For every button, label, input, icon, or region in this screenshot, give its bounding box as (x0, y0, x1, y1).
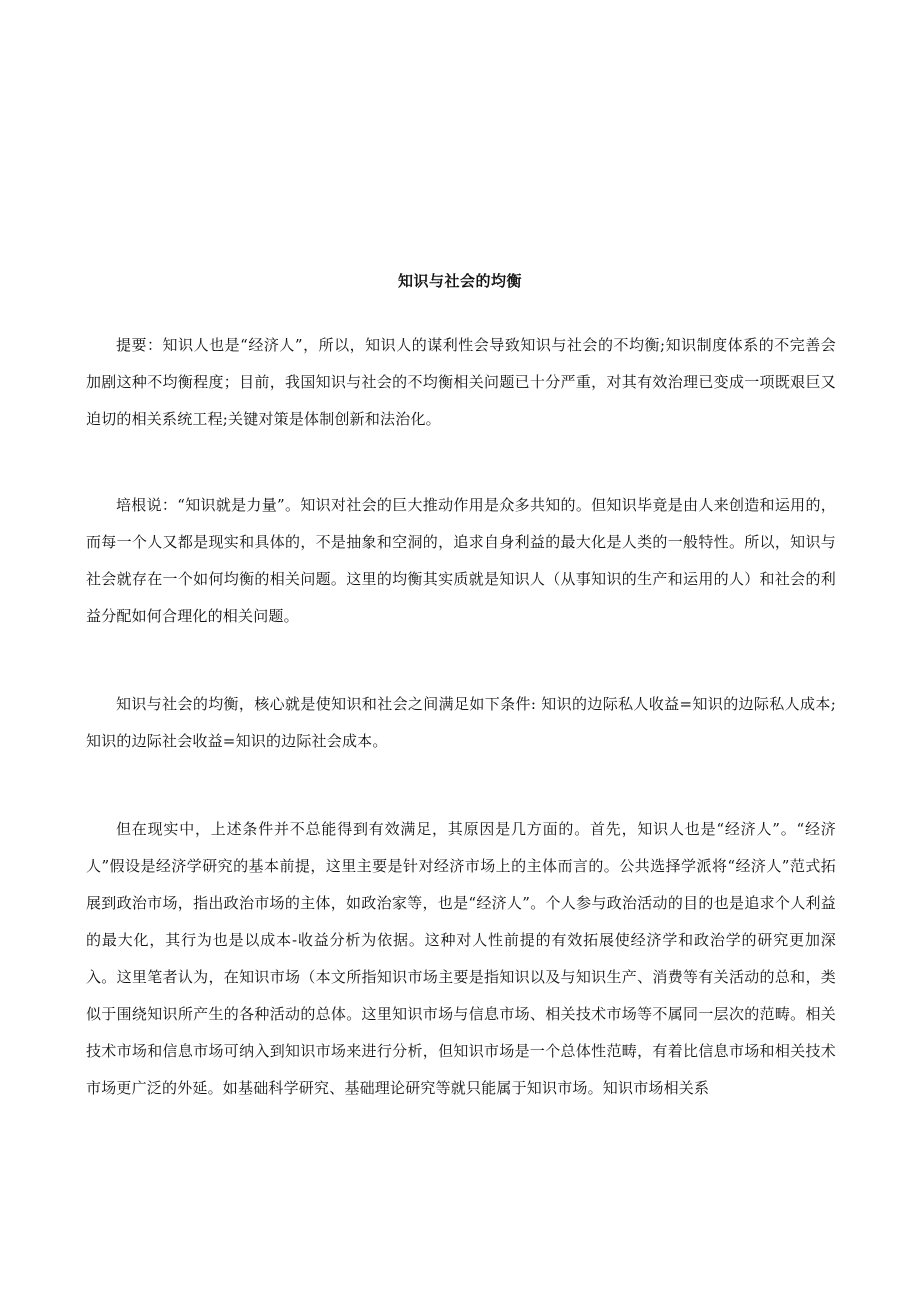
abstract-paragraph: 提要：知识人也是“经济人”，所以，知识人的谋利性会导致知识与社会的不均衡;知识制度体系的不完善会加剧这种不均衡程度；目前，我国知识与社会的不均衡相关问题已十分严重，对其有效治理已变成一项既艰巨又迫切的相关系统工程;关键对策是体制创新和法治化。 (86, 336, 836, 428)
body-paragraph: 知识与社会的均衡，核心就是使知识和社会之间满足如下条件: 知识的边际私人收益=知识的边际私人成本;知识的边际社会收益=知识的边际社会成本。 (86, 695, 836, 750)
body-paragraph: 但在现实中，上述条件并不总能得到有效满足，其原因是几方面的。首先，知识人也是“经济人”。“经济人”假设是经济学研究的基本前提，这里主要是针对经济市场上的主体而言的。公共选择学派将“经济人”范式拓展到政治市场，指出政治市场的主体，如政治家等，也是“经济人”。个人参与政治活动的目的也是追求个人利益的最大化，其行为也是以成本-收益分析为依据。这种对人性前提的有效拓展使经济学和政治学的研究更加深入。这里笔者认为，在知识市场（本文所指知识市场主要是指知识以及与知识生产、消费等有关活动的总和，类似于围绕知识所产生的各种活动的总体。这里知识市场与信息市场、相关技术市场等不属同一层次的范畴。相关技术市场和信息市场可纳入到知识市场来进行分析，但知识市场是一个总体性范畴，有着比信息市场和相关技术市场更广泛的外延。如基础科学研究、基础理论研究等就只能属于知识市场。知识市场相关系 (86, 820, 836, 1097)
body-paragraph: 培根说：“知识就是力量”。知识对社会的巨大推动作用是众多共知的。但知识毕竟是由人来创造和运用的，而每一个人又都是现实和具体的，不是抽象和空洞的，追求自身利益的最大化是人类的一般特性。所以，知识与社会就存在一个如何均衡的相关问题。这里的均衡其实质就是知识人（从事知识的生产和运用的人）和社会的利益分配如何合理化的相关问题。 (86, 496, 836, 625)
document-title: 知识与社会的均衡 (397, 272, 522, 290)
